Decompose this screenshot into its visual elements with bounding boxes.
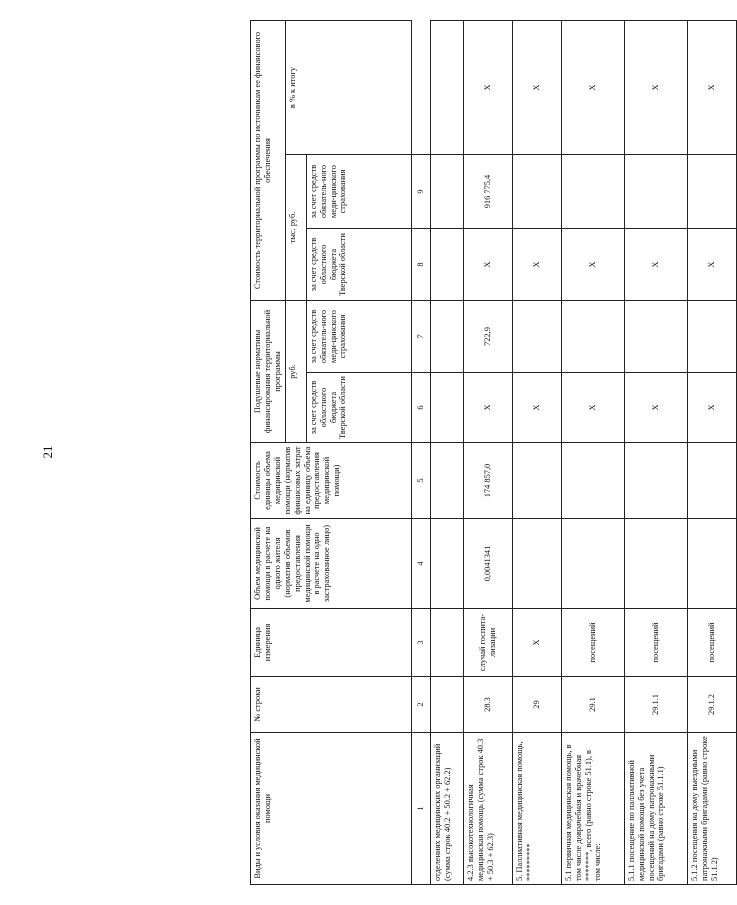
row-kind: 5.1.1 посещение по паллиативной медицинской помощи без учета посещений на дому патронажными бригадами (равно строке 51.1.1) [624,733,687,885]
row-number: 29.1.1 [624,677,687,733]
col-number: 7 [411,301,430,373]
row-cost-oms [512,155,561,229]
header-unit-cost: Стоимость единицы объема медицинской помощи (норматив финансовых затрат на единицу объема предоставления медицинской помощи) [251,443,412,519]
col-number: 1 [411,733,430,885]
row-cost-budget [430,229,463,301]
row-norm-budget: Х [463,373,512,443]
row-cost [512,443,561,519]
header-cost-oms: за счет средств обязатель-ного меди-цинского страхования [306,155,411,229]
table-row [463,21,512,885]
col-number: 8 [411,229,430,301]
header-kind: Виды и условия оказания медицинской помощи [251,733,412,885]
row-unit: посещений [561,609,624,677]
row-pct: Х [624,21,687,155]
table-sheet [250,20,719,885]
col-number: 5 [411,443,430,519]
header-thous-rub: тыс. руб. [285,155,306,301]
header-volume: Объем медицинской помощи в расчете на одного жителя (норматив объемов предоставления медицинской помощи в расчете на одно застрахованное лицо) [251,519,412,609]
row-unit: Х [512,609,561,677]
row-norm-budget: Х [561,373,624,443]
row-norm-oms: 722,9 [463,301,512,373]
row-cost-oms: 916 775,4 [463,155,512,229]
col-number: 6 [411,373,430,443]
row-norm-budget: Х [512,373,561,443]
header-unit: Единица измерения [251,609,412,677]
header-program-cost: Стоимость территориальной программы по источникам ее финансового обеспечения [251,21,286,301]
row-volume [512,519,561,609]
col-number: 4 [411,519,430,609]
header-per-capita-norms: Подушевые нормативы финансирования территориальной программы [251,301,286,443]
row-pct: Х [561,21,624,155]
page-number: 21 [40,445,55,459]
row-cost [624,443,687,519]
row-norm-budget: Х [624,373,687,443]
row-kind: 5. Паллиативная медицинская помощь, ********* [512,733,561,885]
row-kind: 4.2.3 высокотехнологичная медицинская помощь (сумма строк 40.3 + 50.3 + 62.3) [463,733,512,885]
row-cost-oms [430,155,463,229]
header-norm-budget: за счет средств областного бюджета Тверской области [306,373,411,443]
row-cost-budget: Х [624,229,687,301]
table-row [624,21,687,885]
header-pct-total: в % к итогу [285,21,411,155]
row-pct: Х [687,21,736,155]
table-row [687,21,736,885]
header-norm-oms: за счет средств обязатель-ного меди-цинского страхования [306,301,411,373]
row-cost-budget: Х [463,229,512,301]
col-number: 3 [411,609,430,677]
row-unit: случай госпита-лизации [463,609,512,677]
row-cost-oms [561,155,624,229]
row-volume [430,519,463,609]
row-unit: посещений [687,609,736,677]
row-number: 29.1.2 [687,677,736,733]
row-volume [561,519,624,609]
table-row [512,21,561,885]
row-cost-oms [624,155,687,229]
row-norm-budget: Х [687,373,736,443]
row-cost: 174 857,0 [463,443,512,519]
row-norm-oms [624,301,687,373]
row-volume [624,519,687,609]
row-pct: Х [463,21,512,155]
row-cost [561,443,624,519]
row-number [430,677,463,733]
row-norm-oms [687,301,736,373]
row-number: 29 [512,677,561,733]
row-unit: посещений [624,609,687,677]
row-norm-oms [561,301,624,373]
row-cost-oms [687,155,736,229]
row-cost [430,443,463,519]
row-cost [687,443,736,519]
row-norm-oms [512,301,561,373]
col-number: 2 [411,677,430,733]
header-rub: руб. [285,301,306,443]
row-norm-oms [430,301,463,373]
row-volume [687,519,736,609]
header-cost-budget: за счет средств областного бюджета Тверской области [306,229,411,301]
row-norm-budget [430,373,463,443]
row-pct [430,21,463,155]
row-cost-budget: Х [512,229,561,301]
row-pct: Х [512,21,561,155]
row-cost-budget: Х [687,229,736,301]
row-kind: 5.1 первичная медицинская помощь, в том числе доврачебная и врачебная *******, всего (равно строке 51.1), в том числе: [561,733,624,885]
table-row [561,21,624,885]
row-unit [430,609,463,677]
table-row [430,21,463,885]
row-number: 29.1 [561,677,624,733]
row-number: 28.3 [463,677,512,733]
row-volume: 0,0041341 [463,519,512,609]
program-cost-table [250,20,737,885]
row-kind: отделениях медицинских организаций (сумма строк 40.2 + 50.2 + 62.2) [430,733,463,885]
row-kind: 5.1.2 посещения на дому выездными патронажными бригадами (равно строке 51.1.2) [687,733,736,885]
header-row-number: № строки [251,677,412,733]
row-cost-budget: Х [561,229,624,301]
col-number: 9 [411,155,430,229]
